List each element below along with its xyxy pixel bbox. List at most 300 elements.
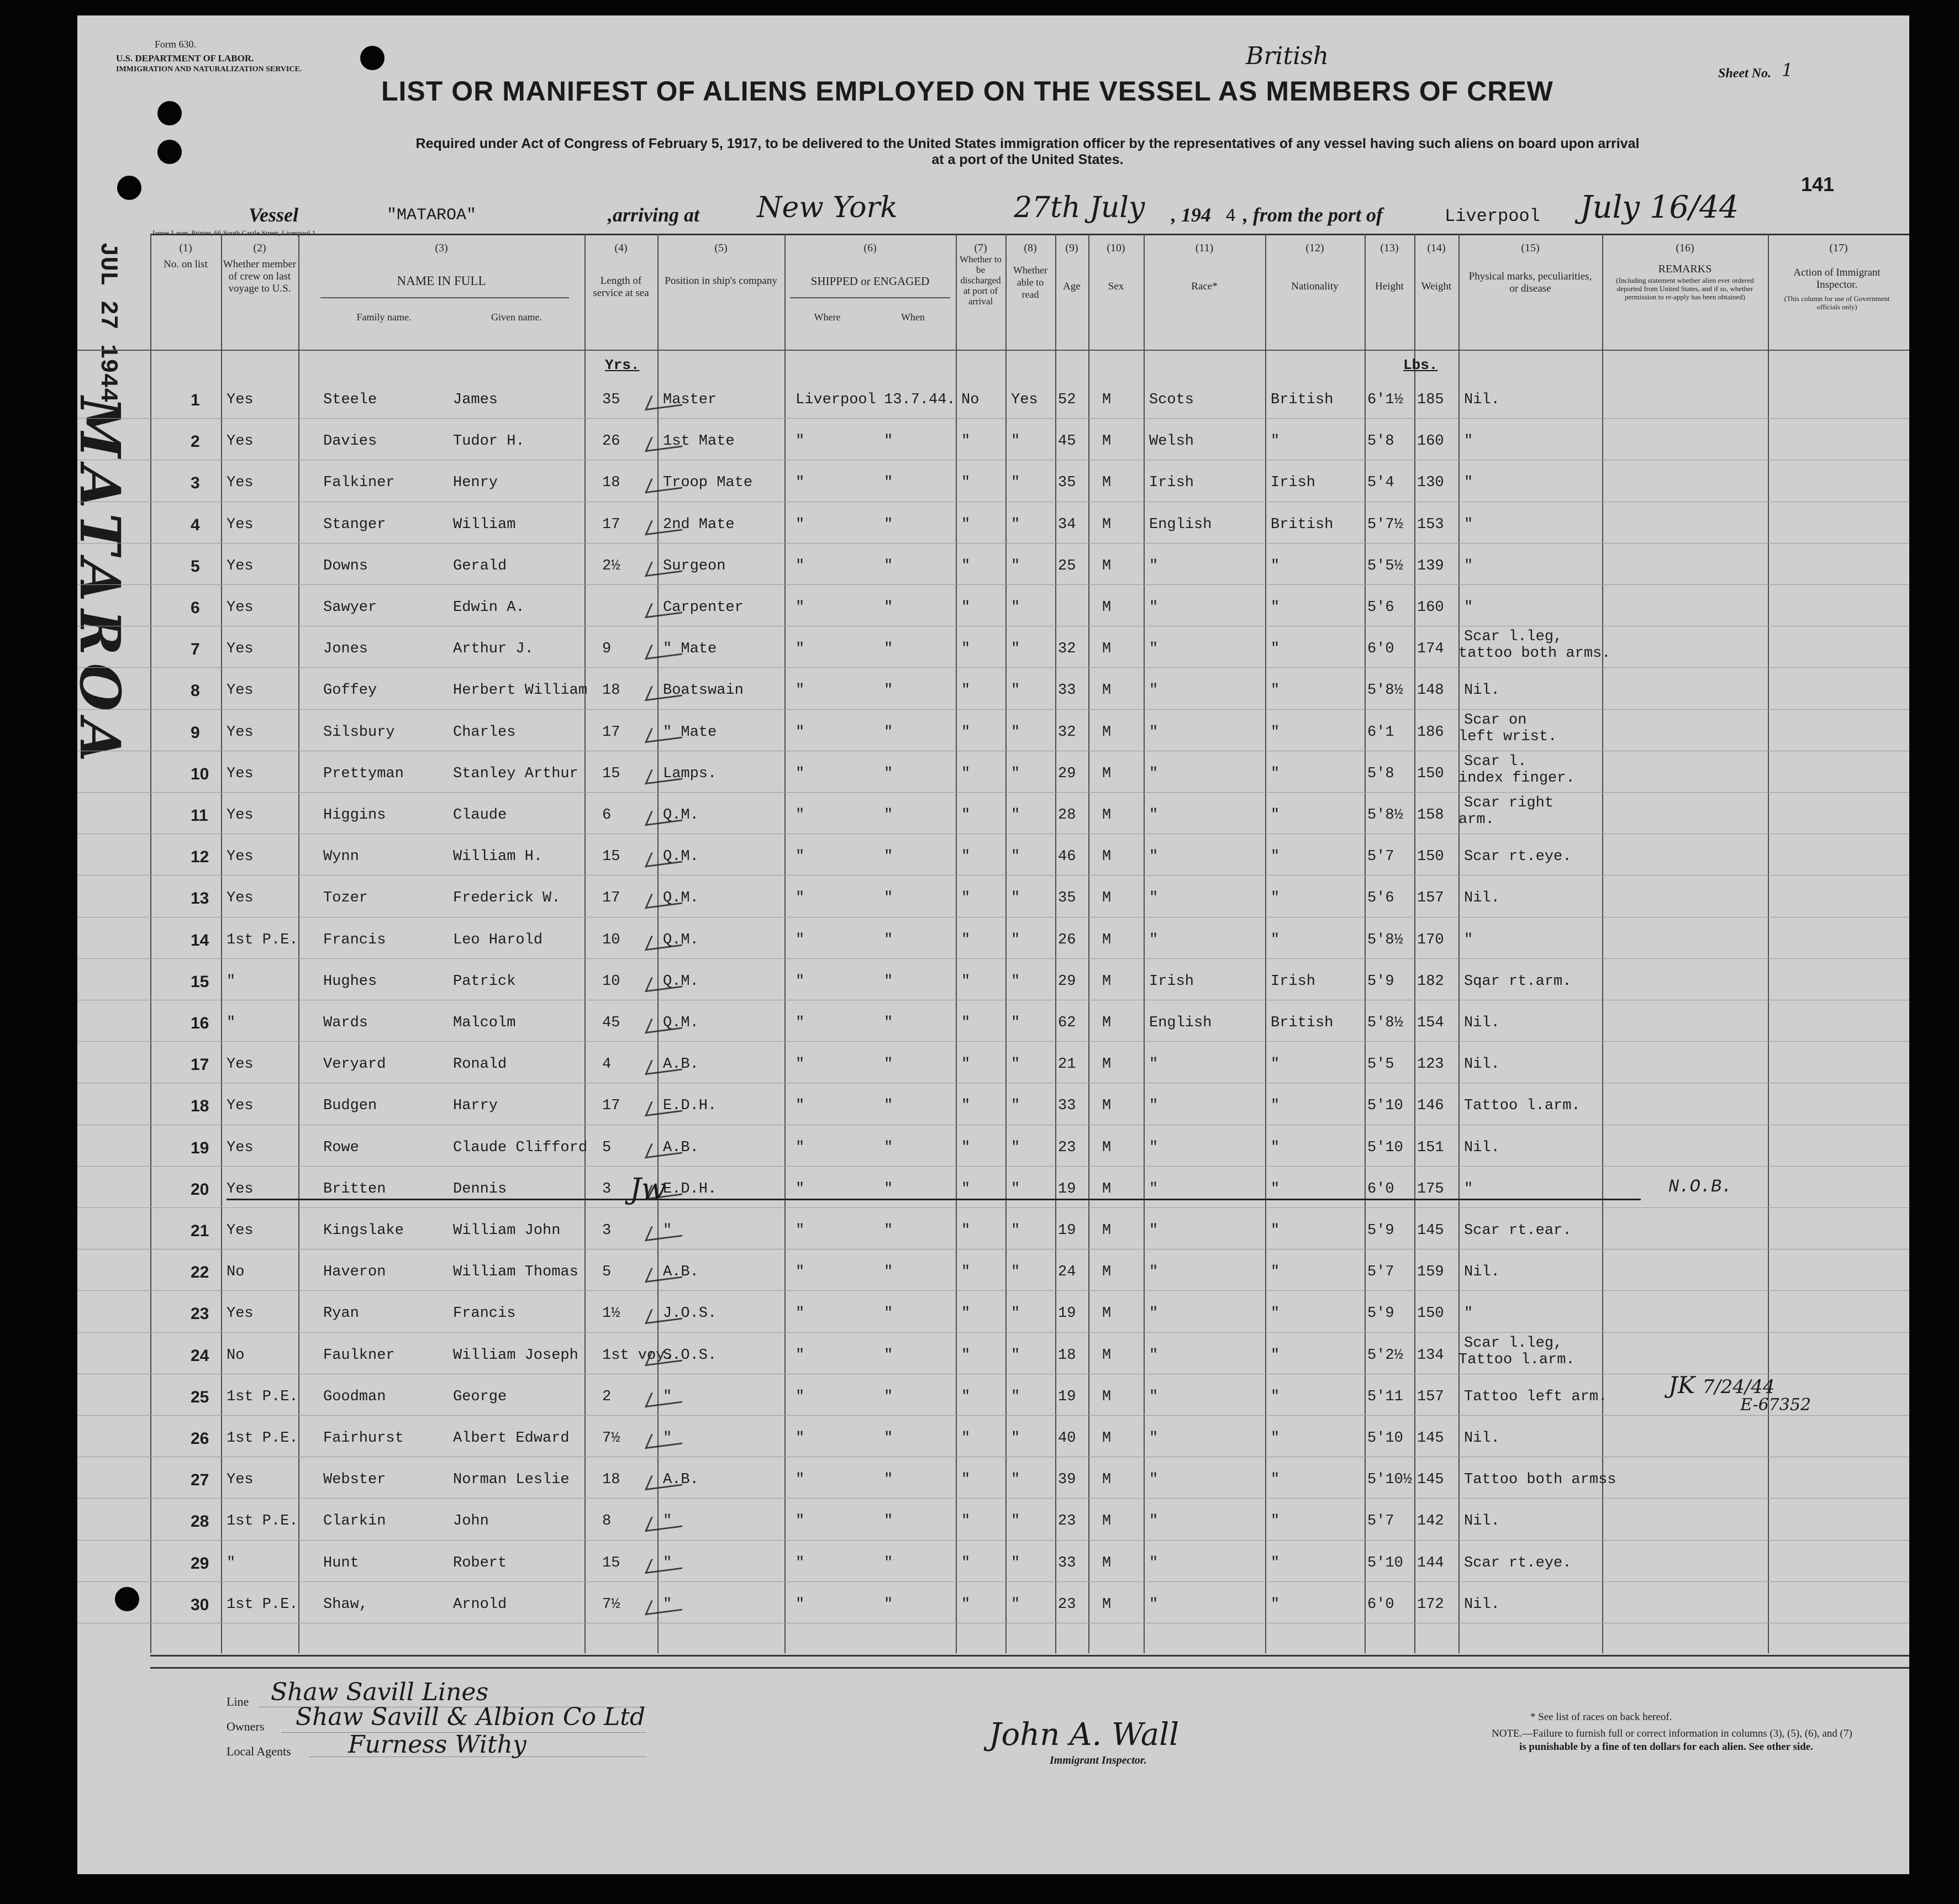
service-years: 45 [602,1015,620,1031]
family-name: Hughes [323,973,377,990]
family-name: Veryard [323,1056,386,1073]
nationality: " [1271,1180,1280,1198]
service-years: 10 [602,931,620,948]
race: Welsh [1149,433,1194,450]
sheet-number: 1 [1782,60,1793,81]
last-voyage: Yes [227,1305,254,1322]
last-voyage: " [227,1554,236,1571]
discharged: " [961,973,971,990]
shipped-where: " [796,599,805,616]
age: 19 [1058,1305,1076,1322]
physical-marks-line-2: tattoo both arms. [1458,645,1611,662]
shipped-when: " [884,516,893,533]
height: 5'11 [1367,1388,1403,1405]
race: " [1149,1139,1158,1156]
age: 62 [1058,1015,1076,1031]
age: 18 [1058,1347,1076,1364]
sex: M [1102,1554,1112,1571]
able-to-read: " [1011,1264,1020,1281]
given-name: James [453,392,498,408]
row-number: 21 [191,1222,209,1240]
height: 5'4 [1367,474,1394,492]
row-number: 10 [191,764,209,783]
col-header-nationality: Nationality [1291,281,1339,292]
nationality: " [1271,1139,1280,1156]
age: 23 [1058,1139,1076,1156]
position: E.D.H. [663,1180,717,1198]
height: 5'8½ [1367,931,1403,948]
row-number: 25 [191,1388,209,1406]
family-name: Clarkin [323,1513,386,1530]
able-to-read: " [1011,1139,1020,1156]
last-voyage: Yes [227,682,254,699]
shipped-where: " [796,807,805,824]
position: " Mate [663,724,717,741]
punch-hole [157,140,182,164]
col-header-age: Age [1063,281,1081,292]
service-years: 1½ [602,1305,620,1322]
physical-marks: " [1464,1180,1473,1198]
col-header-last-voyage: Whether member of crew on last voyage to U.S. [223,259,297,294]
height: 5'10 [1367,1430,1403,1447]
row-number: 14 [191,931,209,950]
shipped-where: " [796,973,805,990]
col-header-position: Position in ship's company [665,275,777,287]
race: " [1149,1305,1158,1322]
given-name: Charles [453,724,516,741]
shipped-when: " [884,848,893,866]
last-voyage: Yes [227,848,254,866]
sex: M [1102,890,1112,907]
discharged: " [961,474,971,492]
punch-hole [360,46,385,70]
given-name: Gerald [453,557,507,574]
given-name: Ronald [453,1056,507,1073]
physical-marks: Nil. [1464,682,1500,699]
shipped-where: " [796,931,805,948]
position: " [663,1596,672,1613]
height: 5'10 [1367,1139,1403,1156]
weight: 159 [1417,1264,1444,1281]
discharged: " [961,1388,971,1405]
service-years: 9 [602,641,612,658]
form-number: Form 630. [155,39,197,50]
race: Scots [1149,392,1194,408]
family-name: Silsbury [323,724,395,741]
nationality: " [1271,1305,1280,1322]
physical-marks: Scar rt.ear. [1464,1222,1572,1239]
age: 23 [1058,1596,1076,1613]
lbs-label: Lbs. [1403,357,1438,373]
sex: M [1102,1180,1112,1198]
given-name: Claude Clifford [453,1139,588,1156]
row-number: 18 [191,1097,209,1116]
weight: 172 [1417,1596,1444,1613]
nationality: " [1271,1513,1280,1530]
family-name: Rowe [323,1139,359,1156]
shipped-where: " [796,433,805,450]
age: 24 [1058,1264,1076,1281]
sex: M [1102,682,1112,699]
family-name: Higgins [323,807,386,824]
weight: 142 [1417,1513,1444,1530]
height: 5'8½ [1367,807,1403,824]
manifest-sheet: Form 630. U.S. DEPARTMENT OF LABOR. IMMIGRATION AND NATURALIZATION SERVICE. LIST OR MANIFEST OF ALIENS EMPLOYED ON THE VESSEL AS MEMBERS OF CREW British Sheet No. 1 Required under Act of Congress of February 5, 1917, to be delivered to the United States immigration officer by the representatives of any vessel having such aliens on board upon arrival at a port of the United States. 141 Vessel "MATAROA" ,arriving at New York 27th July , 194 4 , from the port of Liverpool July 16/44 James Laver, Printer, 66 South Castle Street, Liverpool 1. JUL 27 1944 MATAROA (1) No. on list (2) Whether member of crew on last voyage to U.S. (3) NAME IN FULL Family name. Given name. (4) Length of service at sea (5) Position in ship's company (6) SHIPPED or ENGAGED Where When (7) Whether to be discharged at port of arrival (8) Whether able to read (9) Age (10) Sex (11) Race* (12) Nationality (13) Height (14) Weight (15) Physical marks, peculiarities, or disease (16) REMARKS (Including statement whether alien ever ordered deported from United States, and if so, whether permission to re-apply has been obtained) (17) Action of Immigrant Inspector. (This column for use of Government officials only) Yrs. Lbs. 1 Yes Steele James 35 Master Liverpool 13.7.44. No Yes 52 M Scots British 6'1½ 185 Nil. 2 Yes Davies Tudor H. 26 1st Mate " " " " 45 M Welsh " 5'8 160 " 3 Yes Falkiner Henry 18 Troop Mate " " " " 35 M Irish Irish 5'4 130 " 4 Yes Stanger William 17 2nd Mate " " " " 34 M English British 5'7½ 153 " 5 Yes Downs Gerald 2½ Surgeon " " " " 25 M " " 5'5½ 139 " 6 Yes Sawyer Edwin A. Carpenter " " " " M " " 5'6 160 " 7 Yes Jones Arthur J. 9 " Mate " " " " 32 M " " 6'0 174 Scar l.leg, tattoo both arms. 8 Yes Goffey Herbert William 18 Boatswain " " " " 33 M " " 5'8½ 148 Nil. 9 Yes Silsbury Charles 17 " Mate " " " " 32 M " " 6'1 186 Scar on left wrist. 10 Yes Prettyman Stanley Arthur 15 Lamps. " " " " 29 M " " 5'8 150 Scar l. index finger. 11 Yes Higgins Claude 6 Q.M. " " " " 28 M " " 5'8½ 158 Scar right arm. 12 Yes Wynn William H. 15 Q.M. " " " " 46 M " " 5'7 150 Scar rt.eye. 13 Yes Tozer Frederick W. 17 Q.M. " " " " 35 M " " 5'6 157 Nil. 14 1st P.E. Francis Leo Harold 10 Q.M. " " " " 26 M " " 5'8½ 170 " 15 " Hughes Patrick 10 Q.M. " " " " 29 M Irish Irish 5'9 182 Sqar rt.arm. 16 " Wards Malcolm 45 Q.M. " " " " 62 M English British 5'8½ 154 Nil. 17 Yes Veryard Ronald 4 A.B. " " " " 21 M " " 5'5 123 Nil. 18 Yes Budgen Harry 17 E.D.H. " " " " 33 M " " 5'10 146 Tattoo l.arm. 19 Yes Rowe Claude Clifford 5 A.B. " " " " 23 M " " 5'10 151 Nil. 20 Yes Britten Dennis 3 E.D.H. " " " " 19 M " " 6'0 175 " N.O.B. 21 Yes Kingslake William John 3 " " " " " 19 M " " 5'9 145 Scar rt.ear. 22 No Haveron William Thomas 5 A.B. " " " " 24 M " " 5'7 159 Nil. 23 Yes Ryan Francis 1½ J.O.S. " " " " 19 M " " 5'9 150 " 24 No Faulkner William Joseph 1st voy. S.O.S. " " " " 18 M " " 5'2½ 134 Scar l.leg, Tattoo l.arm. 25 1st P.E. Goodman George 2 " " " " " 19 M " " 5'11 157 Tattoo left arm. 26 1st P.E. Fairhurst Albert Edward 7½ " " " " " 40 M " " 5'10 145 Nil. 27 Yes Webster Norman Leslie 18 A.B. " " " " 39 M " " 5'10½ 145 Tattoo both armss 28 1st P.E. Clarkin John 8 " " " " " 23 M " " 5'7 142 Nil. 29 " Hunt Robert 15 " " " " " 33 M " " 5'10 144 Scar rt.eye. 30 1st P.E. Shaw, Arnold 7½ " " " " " 23 M " " 6'0 172 Nil. JK 7/24/44 E-67352 Jw Line Shaw Savill Lines Owners Shaw Savill & Albion Co Ltd Local Agents Furness Withy John A. Wall Immigrant Inspector. * See list of races on back hereof. NOTE.—Failure to furnish full or correct information in columns (3), (5), (6), and (7) is punishable by a fine of ten dollars for each alien. See other side. [77,15,1909,1874]
shipped-when: 13.7.44. [884,392,956,408]
position: 2nd Mate [663,516,735,533]
row-number: 7 [191,640,200,659]
age: 29 [1058,765,1076,782]
position: Lamps. [663,765,717,782]
last-voyage: " [227,1015,236,1031]
discharged: No [961,392,980,408]
given-name: Norman Leslie [453,1471,570,1489]
sex: M [1102,433,1112,450]
physical-marks: " [1464,931,1473,948]
shipped-where: " [796,474,805,492]
family-name: Francis [323,931,386,948]
age: 33 [1058,1554,1076,1571]
able-to-read: " [1011,890,1020,907]
age: 40 [1058,1430,1076,1447]
shipped-when: " [884,641,893,658]
shipped-when: " [884,1180,893,1198]
last-voyage: No [227,1347,245,1364]
shipped-where: " [796,724,805,741]
position: Surgeon [663,557,726,574]
weight: 150 [1417,1305,1444,1322]
weight: 123 [1417,1056,1444,1073]
able-to-read: " [1011,1098,1020,1115]
service-years: 10 [602,973,620,990]
from-label: , from the port of [1243,204,1383,226]
subheader-given: Given name. [491,312,542,323]
nationality: " [1271,724,1280,741]
height: 5'8 [1367,765,1394,782]
sex: M [1102,807,1112,824]
vessel-name: "MATAROA" [387,206,477,225]
weight: 170 [1417,931,1444,948]
race: " [1149,599,1158,616]
col-header-shipped: SHIPPED or ENGAGED [810,275,930,288]
race: " [1149,1430,1158,1447]
able-to-read: " [1011,931,1020,948]
service-years: 17 [602,516,620,533]
family-name: Hunt [323,1554,359,1571]
race: " [1149,807,1158,824]
able-to-read: " [1011,516,1020,533]
shipped-where: " [796,1222,805,1239]
service-years: 3 [602,1180,612,1198]
nationality: " [1271,931,1280,948]
height: 5'6 [1367,599,1394,616]
side-vessel-name: MATAROA [67,397,133,770]
given-name: Frederick W. [453,890,561,907]
row-number: 2 [191,433,200,451]
race: " [1149,848,1158,866]
action-note: (This column for use of Government officials only) [1784,294,1890,311]
shipped-when: " [884,1015,893,1031]
race: " [1149,557,1158,574]
last-voyage: No [227,1264,245,1281]
family-name: Britten [323,1180,386,1198]
shipped-where: " [796,1098,805,1115]
sheet-label: Sheet No. [1718,66,1771,81]
row-number: 15 [191,972,209,991]
sex: M [1102,557,1112,574]
physical-marks-line-2: Tattoo l.arm. [1458,1351,1575,1368]
shipped-where: " [796,557,805,574]
family-name: Stanger [323,516,386,533]
able-to-read: " [1011,1471,1020,1489]
physical-marks: Nil. [1464,1430,1500,1447]
col-header-marks: Physical marks, peculiarities, or disease [1468,271,1592,294]
age: 52 [1058,392,1076,408]
able-to-read: " [1011,682,1020,699]
shipped-when: " [884,1596,893,1613]
row-number: 20 [191,1180,209,1199]
discharged: " [961,1347,971,1364]
sex: M [1102,1388,1112,1405]
shipped-where: " [796,1554,805,1571]
shipped-when: " [884,973,893,990]
weight: 134 [1417,1347,1444,1364]
family-name: Wynn [323,848,359,866]
nationality: " [1271,1056,1280,1073]
family-name: Wards [323,1015,368,1031]
given-name: Patrick [453,973,516,990]
row-number: 24 [191,1346,209,1365]
shipped-when: " [884,724,893,741]
nationality: " [1271,641,1280,658]
family-name: Davies [323,433,377,450]
last-voyage: Yes [227,1098,254,1115]
sex: M [1102,516,1112,533]
height: 5'6 [1367,890,1394,907]
shipped-when: " [884,474,893,492]
physical-marks: Nil. [1464,1513,1500,1530]
race: " [1149,1388,1158,1405]
race: " [1149,1180,1158,1198]
last-voyage: 1st P.E. [227,1388,298,1405]
age: 26 [1058,931,1076,948]
col-header-no: No. on list [164,259,208,270]
physical-marks: Scar rt.eye. [1464,848,1572,866]
physical-marks: Tattoo both armss [1464,1471,1616,1489]
able-to-read: " [1011,1305,1020,1322]
position: E.D.H. [663,1098,717,1115]
position: A.B. [663,1264,699,1281]
strike-initials: Jw [630,1173,666,1206]
position: " [663,1513,672,1530]
discharged: " [961,1596,971,1613]
shipped-where: " [796,1180,805,1198]
row-number: 13 [191,889,209,908]
row-remark: N.O.B. [1668,1176,1732,1197]
age: 35 [1058,474,1076,492]
discharged: " [961,1180,971,1198]
row-number: 3 [191,474,200,493]
page-number: 141 [1801,173,1835,196]
height: 5'8 [1367,433,1394,450]
service-years: 5 [602,1264,612,1281]
physical-marks: Nil. [1464,392,1500,408]
weight: 145 [1417,1430,1444,1447]
shipped-where: " [796,682,805,699]
able-to-read: " [1011,599,1020,616]
able-to-read: " [1011,1015,1020,1031]
position: Q.M. [663,890,699,907]
physical-marks: Scar on [1464,711,1527,729]
footer-line-value: Shaw Savill Lines [271,1678,489,1706]
age: 33 [1058,682,1076,699]
able-to-read: " [1011,557,1020,574]
nationality: " [1271,682,1280,699]
position: Troop Mate [663,474,753,492]
height: 5'10 [1367,1098,1403,1115]
position: J.O.S. [663,1305,717,1322]
shipped-where: Liverpool [796,392,876,408]
sex: M [1102,1015,1112,1031]
col-header-height: Height [1375,281,1404,292]
printer-imprint: James Laver, Printer, 66 South Castle Street, Liverpool 1. [152,229,318,237]
service-years: 7½ [602,1596,620,1613]
inspector-annotation-code: E-67352 [1740,1395,1811,1415]
row-number: 16 [191,1014,209,1032]
row-number: 17 [191,1056,209,1074]
nationality: " [1271,1388,1280,1405]
sex: M [1102,848,1112,866]
discharged: " [961,682,971,699]
able-to-read: " [1011,1222,1020,1239]
race: " [1149,724,1158,741]
shipped-when: " [884,890,893,907]
nationality: " [1271,1554,1280,1571]
discharged: " [961,1222,971,1239]
height: 5'9 [1367,1305,1394,1322]
year-prefix: , 194 [1171,204,1211,226]
given-name: Robert [453,1554,507,1571]
race: " [1149,682,1158,699]
discharged: " [961,1015,971,1031]
nationality: Irish [1271,474,1316,492]
height: 5'7 [1367,848,1394,866]
weight: 157 [1417,890,1444,907]
sex: M [1102,1139,1112,1156]
given-name: Arthur J. [453,641,534,658]
able-to-read: " [1011,641,1020,658]
arrival-day: 27th July [1014,191,1145,224]
nationality: " [1271,599,1280,616]
position: 1st Mate [663,433,735,450]
physical-marks: Nil. [1464,1015,1500,1031]
position: " [663,1554,672,1571]
service-years: 15 [602,1554,620,1571]
arriving-port: New York [757,191,898,224]
weight: 157 [1417,1388,1444,1405]
weight: 160 [1417,599,1444,616]
position: " [663,1222,672,1239]
physical-marks-line-2: arm. [1458,811,1494,828]
given-name: Tudor H. [453,433,525,450]
shipped-when: " [884,807,893,824]
nationality: " [1271,1596,1280,1613]
col-header-read: Whether able to read [1013,265,1047,300]
race: Irish [1149,973,1194,990]
service-years: 18 [602,474,620,492]
family-name: Webster [323,1471,386,1489]
shipped-when: " [884,557,893,574]
shipped-when: " [884,1264,893,1281]
given-name: John [453,1513,489,1530]
physical-marks: " [1464,557,1473,574]
weight: 130 [1417,474,1444,492]
position: Q.M. [663,848,699,866]
inspector-annotation: JK 7/24/44 [1668,1372,1775,1399]
height: 5'9 [1367,1222,1394,1239]
nationality: " [1271,848,1280,866]
family-name: Haveron [323,1264,386,1281]
punch-hole [117,176,141,200]
weight: 154 [1417,1015,1444,1031]
given-name: Malcolm [453,1015,516,1031]
sex: M [1102,973,1112,990]
family-name: Prettyman [323,765,404,782]
from-port: Liverpool [1445,206,1540,226]
discharged: " [961,599,971,616]
race: " [1149,1347,1158,1364]
footer-agents-value: Furness Withy [348,1731,526,1759]
age: 23 [1058,1513,1076,1530]
discharged: " [961,807,971,824]
nationality: British [1271,392,1334,408]
shipped-when: " [884,1098,893,1115]
able-to-read: " [1011,1056,1020,1073]
height: 5'8½ [1367,682,1403,699]
discharged: " [961,1056,971,1073]
physical-marks: Nil. [1464,1139,1500,1156]
service-years: 8 [602,1513,612,1530]
arriving-label: ,arriving at [608,204,700,226]
family-name: Goffey [323,682,377,699]
physical-marks: Scar right [1464,795,1554,811]
race: " [1149,890,1158,907]
age: 32 [1058,641,1076,658]
discharged: " [961,890,971,907]
row-number: 27 [191,1471,209,1490]
height: 6'0 [1367,1180,1394,1198]
shipped-when: " [884,599,893,616]
able-to-read: " [1011,973,1020,990]
last-voyage: Yes [227,765,254,782]
row-number: 19 [191,1138,209,1157]
shipped-where: " [796,1305,805,1322]
sex: M [1102,1056,1112,1073]
given-name: Herbert William [453,682,588,699]
physical-marks: Nil. [1464,890,1500,907]
height: 5'10½ [1367,1471,1413,1489]
given-name: William Joseph [453,1347,578,1364]
given-name: Edwin A. [453,599,525,616]
remarks-note: (Including statement whether alien ever ordered deported from United States, and if so, whether permission to re-apply has been obtained) [1616,276,1754,301]
manifest-title: LIST OR MANIFEST OF ALIENS EMPLOYED ON THE VESSEL AS MEMBERS OF CREW [381,76,1553,107]
weight: 145 [1417,1222,1444,1239]
shipped-where: " [796,1015,805,1031]
departure-date: July 16/44 [1580,189,1739,225]
sex: M [1102,641,1112,658]
row-number: 4 [191,515,200,534]
able-to-read: " [1011,807,1020,824]
